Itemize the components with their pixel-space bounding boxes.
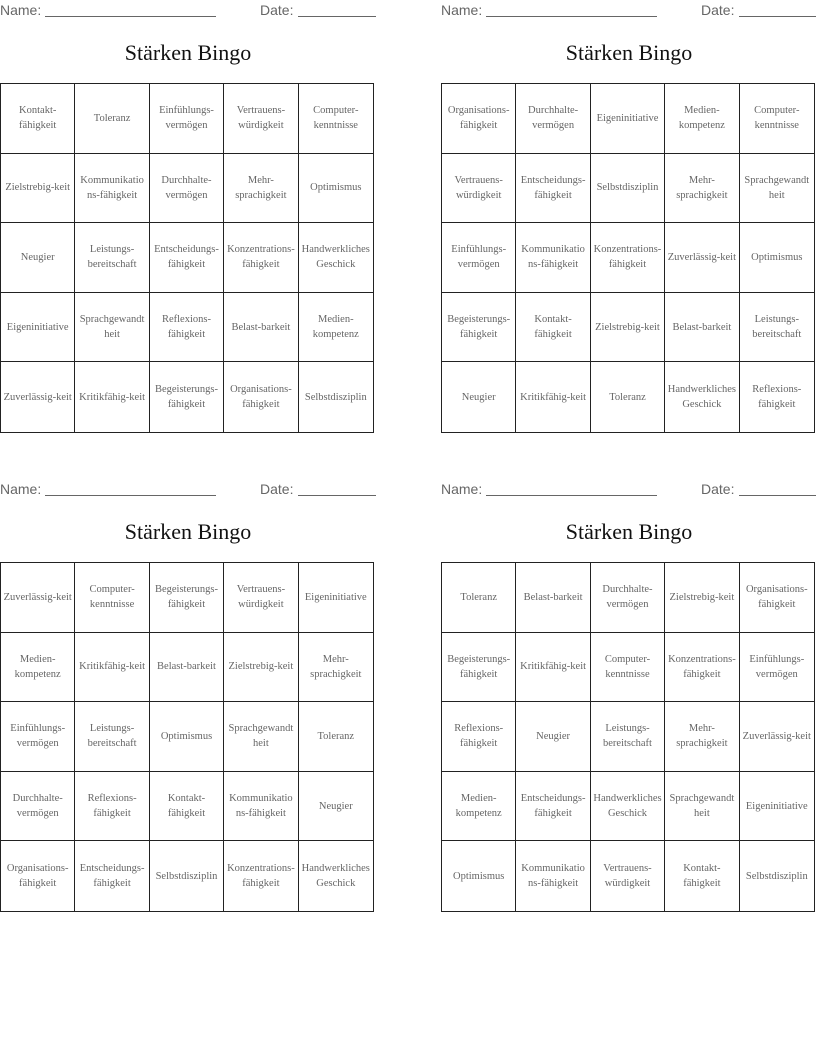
bingo-cell: Toleranz (299, 702, 373, 772)
bingo-cell: Eigeninitiative (1, 293, 75, 363)
bingo-cell: Sprachgewandt heit (665, 772, 739, 842)
bingo-cell: Eigeninitiative (299, 563, 373, 633)
bingo-cell: Organisations- fähigkeit (224, 362, 298, 432)
bingo-cell: Durchhalte- vermögen (150, 154, 224, 224)
bingo-cell: Leistungs- bereitschaft (740, 293, 814, 363)
bingo-cell: Einfühlungs- vermögen (740, 633, 814, 703)
bingo-cell: Zielstrebig-keit (591, 293, 665, 363)
bingo-cell: Zuverlässig-keit (740, 702, 814, 772)
bingo-cell: Vertrauens- würdigkeit (591, 841, 665, 911)
date-label: Date: (260, 481, 294, 497)
bingo-cell: Zielstrebig-keit (665, 563, 739, 633)
bingo-cell: Optimismus (442, 841, 516, 911)
bingo-cell: Eigeninitiative (591, 84, 665, 154)
name-blank (486, 16, 657, 17)
bingo-cell: Toleranz (75, 84, 149, 154)
bingo-cell: Selbstdisziplin (304, 391, 367, 403)
bingo-cell: Computer- kenntnisse (75, 563, 149, 633)
date-label: Date: (701, 481, 735, 497)
bingo-cell: Kritikfähig-keit (516, 633, 590, 703)
bingo-card-3 (0, 479, 376, 890)
bingo-cell: Reflexions- fähigkeit (150, 293, 224, 363)
date-label: Date: (701, 2, 735, 18)
bingo-cell: Kontakt- fähigkeit (1, 84, 75, 154)
card-title: Stärken Bingo (565, 519, 693, 544)
bingo-cell: Entscheidungs- fähigkeit (516, 154, 590, 224)
bingo-cell: Zielstrebig-keit (1, 154, 75, 224)
bingo-cell: Kritikfähig-keit (516, 362, 590, 432)
bingo-cell: Vertrauens- würdigkeit (224, 84, 298, 154)
bingo-cell: Neugier (1, 223, 75, 293)
bingo-cell: Belast-barkeit (224, 293, 298, 363)
bingo-cell: Kontakt- fähigkeit (665, 841, 739, 911)
card-header (441, 0, 816, 22)
bingo-cell: Zuverlässig-keit (665, 223, 739, 293)
date-blank (298, 16, 376, 17)
bingo-cell: Leistungs- bereitschaft (75, 702, 149, 772)
bingo-cell: Organisations- fähigkeit (442, 84, 516, 154)
bingo-cell: Konzentrations- fähigkeit (224, 841, 298, 911)
bingo-cell: Sprachgewandt heit (224, 702, 298, 772)
bingo-card-1 (0, 0, 376, 411)
name-blank (486, 495, 657, 496)
bingo-cell: Einfühlungs- vermögen (150, 84, 224, 154)
bingo-cell: Durchhalte- vermögen (516, 84, 590, 154)
bingo-cell: Belast-barkeit (665, 293, 739, 363)
bingo-cell: Zuverlässig-keit (1, 362, 75, 432)
bingo-cell: Entscheidungs- fähigkeit (516, 772, 590, 842)
bingo-grid (441, 562, 815, 912)
bingo-cell: Belast-barkeit (516, 563, 590, 633)
bingo-cell: Kommunikatio ns-fähigkeit (224, 772, 298, 842)
name-label: Name: (441, 2, 483, 18)
card-title: Stärken Bingo (565, 40, 693, 65)
bingo-grid (0, 562, 374, 912)
bingo-cell: Mehr- sprachigkeit (665, 154, 739, 224)
bingo-cell: Neugier (299, 772, 373, 842)
bingo-cell: Computer- kenntnisse (591, 633, 665, 703)
bingo-cell: Optimismus (150, 702, 224, 772)
bingo-cell: Einfühlungs- vermögen (442, 223, 516, 293)
bingo-cell: Sprachgewandt heit (740, 154, 814, 224)
bingo-cell: Konzentrations- fähigkeit (591, 223, 665, 293)
bingo-cell: Medien- kompetenz (299, 293, 373, 363)
bingo-card-4 (441, 479, 816, 890)
bingo-cell: Medien- kompetenz (442, 772, 516, 842)
bingo-cell: Selbstdisziplin (591, 154, 665, 224)
bingo-cell: Optimismus (299, 154, 373, 224)
bingo-cell: Handwerkliches Geschick (299, 223, 373, 293)
bingo-cell: Konzentrations- fähigkeit (665, 633, 739, 703)
bingo-cell: Kritikfähig-keit (75, 633, 149, 703)
name-blank (45, 16, 216, 17)
bingo-cell: Kommunikatio ns-fähigkeit (75, 154, 149, 224)
bingo-cell: Begeisterungs- fähigkeit (442, 293, 516, 363)
bingo-cell: Vertrauens- würdigkeit (442, 154, 516, 224)
bingo-cell: Mehr- sprachigkeit (299, 633, 373, 703)
card-title: Stärken Bingo (124, 519, 252, 544)
bingo-cell: Durchhalte- vermögen (1, 772, 75, 842)
bingo-cell: Kontakt- fähigkeit (516, 293, 590, 363)
name-label: Name: (0, 2, 42, 18)
date-label: Date: (260, 2, 294, 18)
bingo-cell: Mehr- sprachigkeit (665, 702, 739, 772)
bingo-cell: Konzentrations- fähigkeit (224, 223, 298, 293)
bingo-cell: Vertrauens- würdigkeit (224, 563, 298, 633)
bingo-cell: Entscheidungs- fähigkeit (150, 223, 224, 293)
bingo-cell: Medien- kompetenz (1, 633, 75, 703)
bingo-cell: Begeisterungs- fähigkeit (442, 633, 516, 703)
bingo-cell: Reflexions- fähigkeit (752, 384, 802, 411)
bingo-cell: Handwerkliches Geschick (301, 863, 370, 890)
bingo-cell: Eigeninitiative (740, 772, 814, 842)
card-title: Stärken Bingo (124, 40, 252, 65)
bingo-cell: Leistungs- bereitschaft (75, 223, 149, 293)
bingo-cell: Zuverlässig-keit (1, 563, 75, 633)
name-label: Name: (0, 481, 42, 497)
date-blank (298, 495, 376, 496)
bingo-cell: Organisations- fähigkeit (740, 563, 814, 633)
bingo-cell: Begeisterungs- fähigkeit (150, 563, 224, 633)
name-blank (45, 495, 216, 496)
bingo-cell: Belast-barkeit (150, 633, 224, 703)
bingo-cell: Reflexions- fähigkeit (75, 772, 149, 842)
card-header (441, 479, 816, 501)
bingo-cell: Einfühlungs- vermögen (1, 702, 75, 772)
bingo-cell: Kritikfähig-keit (75, 362, 149, 432)
bingo-card-2 (441, 0, 816, 411)
bingo-cell: Computer- kenntnisse (740, 84, 814, 154)
bingo-cell: Entscheidungs- fähigkeit (75, 841, 149, 911)
bingo-cell: Organisations- fähigkeit (1, 841, 75, 911)
bingo-cell: Selbstdisziplin (150, 841, 224, 911)
card-header (0, 0, 376, 22)
name-label: Name: (441, 481, 483, 497)
bingo-cell: Begeisterungs- fähigkeit (150, 362, 224, 432)
bingo-cell: Mehr- sprachigkeit (224, 154, 298, 224)
bingo-cell: Zielstrebig-keit (224, 633, 298, 703)
bingo-grid (0, 83, 374, 433)
bingo-cell: Handwerkliches Geschick (591, 772, 665, 842)
bingo-cell: Kontakt- fähigkeit (150, 772, 224, 842)
bingo-cell: Kommunikatio ns-fähigkeit (516, 223, 590, 293)
bingo-cell: Toleranz (591, 362, 665, 432)
date-blank (739, 16, 816, 17)
bingo-cell: Medien- kompetenz (665, 84, 739, 154)
bingo-cell: Sprachgewandt heit (75, 293, 149, 363)
date-blank (739, 495, 816, 496)
bingo-cell: Neugier (442, 362, 516, 432)
bingo-grid (441, 83, 815, 433)
bingo-cell: Optimismus (740, 223, 814, 293)
bingo-cell: Toleranz (442, 563, 516, 633)
bingo-cell: Leistungs- bereitschaft (591, 702, 665, 772)
bingo-cell: Computer- kenntnisse (299, 84, 373, 154)
bingo-cell: Durchhalte- vermögen (591, 563, 665, 633)
bingo-cell: Handwerkliches Geschick (665, 362, 739, 432)
bingo-cell: Selbstdisziplin (745, 870, 808, 882)
card-header (0, 479, 376, 501)
bingo-cell: Neugier (516, 702, 590, 772)
bingo-cell: Reflexions- fähigkeit (442, 702, 516, 772)
bingo-cell: Kommunikatio ns-fähigkeit (516, 841, 590, 911)
